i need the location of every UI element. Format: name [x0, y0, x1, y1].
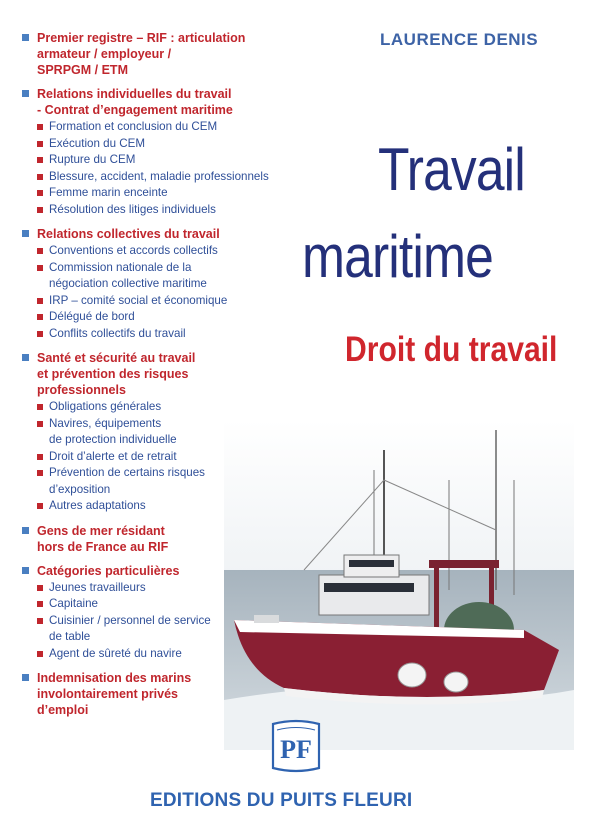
- toc-section-1: [22, 86, 272, 218]
- bullet-square-icon: [37, 157, 43, 163]
- bullet-square-icon: [22, 674, 29, 681]
- toc-item: Cuisinier / personnel de service de table: [37, 613, 272, 646]
- toc-section-title: Santé et sécurité au travail et prévention des risques professionnels: [37, 351, 196, 397]
- toc-item: Capitaine: [37, 596, 272, 613]
- toc-item: Blessure, accident, maladie professionnels: [37, 169, 272, 186]
- svg-text:PF: PF: [280, 735, 312, 764]
- toc-item: Rupture du CEM: [37, 152, 272, 169]
- bullet-square-icon: [37, 421, 43, 427]
- toc-item: Conflits collectifs du travail: [37, 326, 272, 343]
- toc-section-2: [22, 226, 272, 342]
- toc-item: IRP – comité social et économique: [37, 293, 272, 310]
- bullet-square-icon: [37, 404, 43, 410]
- toc-item: Commission nationale de la négociation collective maritime: [37, 260, 272, 293]
- toc-item: Autres adaptations: [37, 498, 272, 515]
- bullet-square-icon: [37, 207, 43, 213]
- toc-section-0: [22, 30, 272, 78]
- bullet-square-icon: [22, 527, 29, 534]
- book-subtitle: Droit du travail: [345, 330, 558, 369]
- bullet-square-icon: [37, 174, 43, 180]
- bullet-square-icon: [22, 567, 29, 574]
- toc-item: Conventions et accords collectifs: [37, 243, 272, 260]
- book-title-line-1: Travail: [378, 136, 525, 203]
- toc-item: Formation et conclusion du CEM: [37, 119, 272, 136]
- bullet-square-icon: [37, 141, 43, 147]
- toc-section-title: Gens de mer résidant hors de France au RIF: [37, 523, 169, 554]
- toc-section-title: Premier registre – RIF : articulation armateur / employeur / SPRPGM / ETM: [37, 31, 246, 77]
- bullet-square-icon: [22, 90, 29, 97]
- bullet-square-icon: [37, 618, 43, 624]
- trawler-photo: [224, 420, 574, 750]
- bullet-square-icon: [37, 124, 43, 130]
- toc-section-title: Relations individuelles du travail - Contrat d’engagement maritime: [37, 87, 233, 117]
- bullet-square-icon: [37, 585, 43, 591]
- bullet-square-icon: [37, 454, 43, 460]
- bullet-square-icon: [37, 190, 43, 196]
- toc-item: Agent de sûreté du navire: [37, 646, 272, 663]
- bullet-square-icon: [37, 331, 43, 337]
- toc-section-title: Indemnisation des marins involontairement privés d’emploi: [37, 671, 192, 717]
- toc-item: Femme marin enceinte: [37, 185, 272, 202]
- toc-item: Délégué de bord: [37, 309, 272, 326]
- toc-item: Exécution du CEM: [37, 136, 272, 153]
- bullet-square-icon: [22, 230, 29, 237]
- bullet-square-icon: [22, 354, 29, 361]
- toc-section-title: Catégories particulières: [37, 563, 180, 578]
- bullet-square-icon: [37, 470, 43, 476]
- bullet-square-icon: [22, 34, 29, 41]
- bullet-square-icon: [37, 248, 43, 254]
- toc-section-title: Relations collectives du travail: [37, 227, 220, 241]
- toc-item: Droit d’alerte et de retrait: [37, 449, 272, 466]
- toc-item: Jeunes travailleurs: [37, 580, 272, 597]
- toc-item: Navires, équipements de protection individuelle: [37, 416, 272, 449]
- publisher-logo: [265, 718, 327, 774]
- bullet-square-icon: [37, 314, 43, 320]
- bullet-square-icon: [37, 651, 43, 657]
- toc-item: Résolution des litiges individuels: [37, 202, 272, 219]
- book-title-line-2: maritime: [302, 223, 493, 290]
- bullet-square-icon: [37, 601, 43, 607]
- publisher-name: EDITIONS DU PUITS FLEURI: [150, 790, 413, 811]
- bullet-square-icon: [37, 265, 43, 271]
- toc-item: Obligations générales: [37, 399, 272, 416]
- bullet-square-icon: [37, 503, 43, 509]
- toc-item: Prévention de certains risques d’exposition: [37, 465, 272, 498]
- bullet-square-icon: [37, 298, 43, 304]
- author-name: LAURENCE DENIS: [380, 30, 539, 49]
